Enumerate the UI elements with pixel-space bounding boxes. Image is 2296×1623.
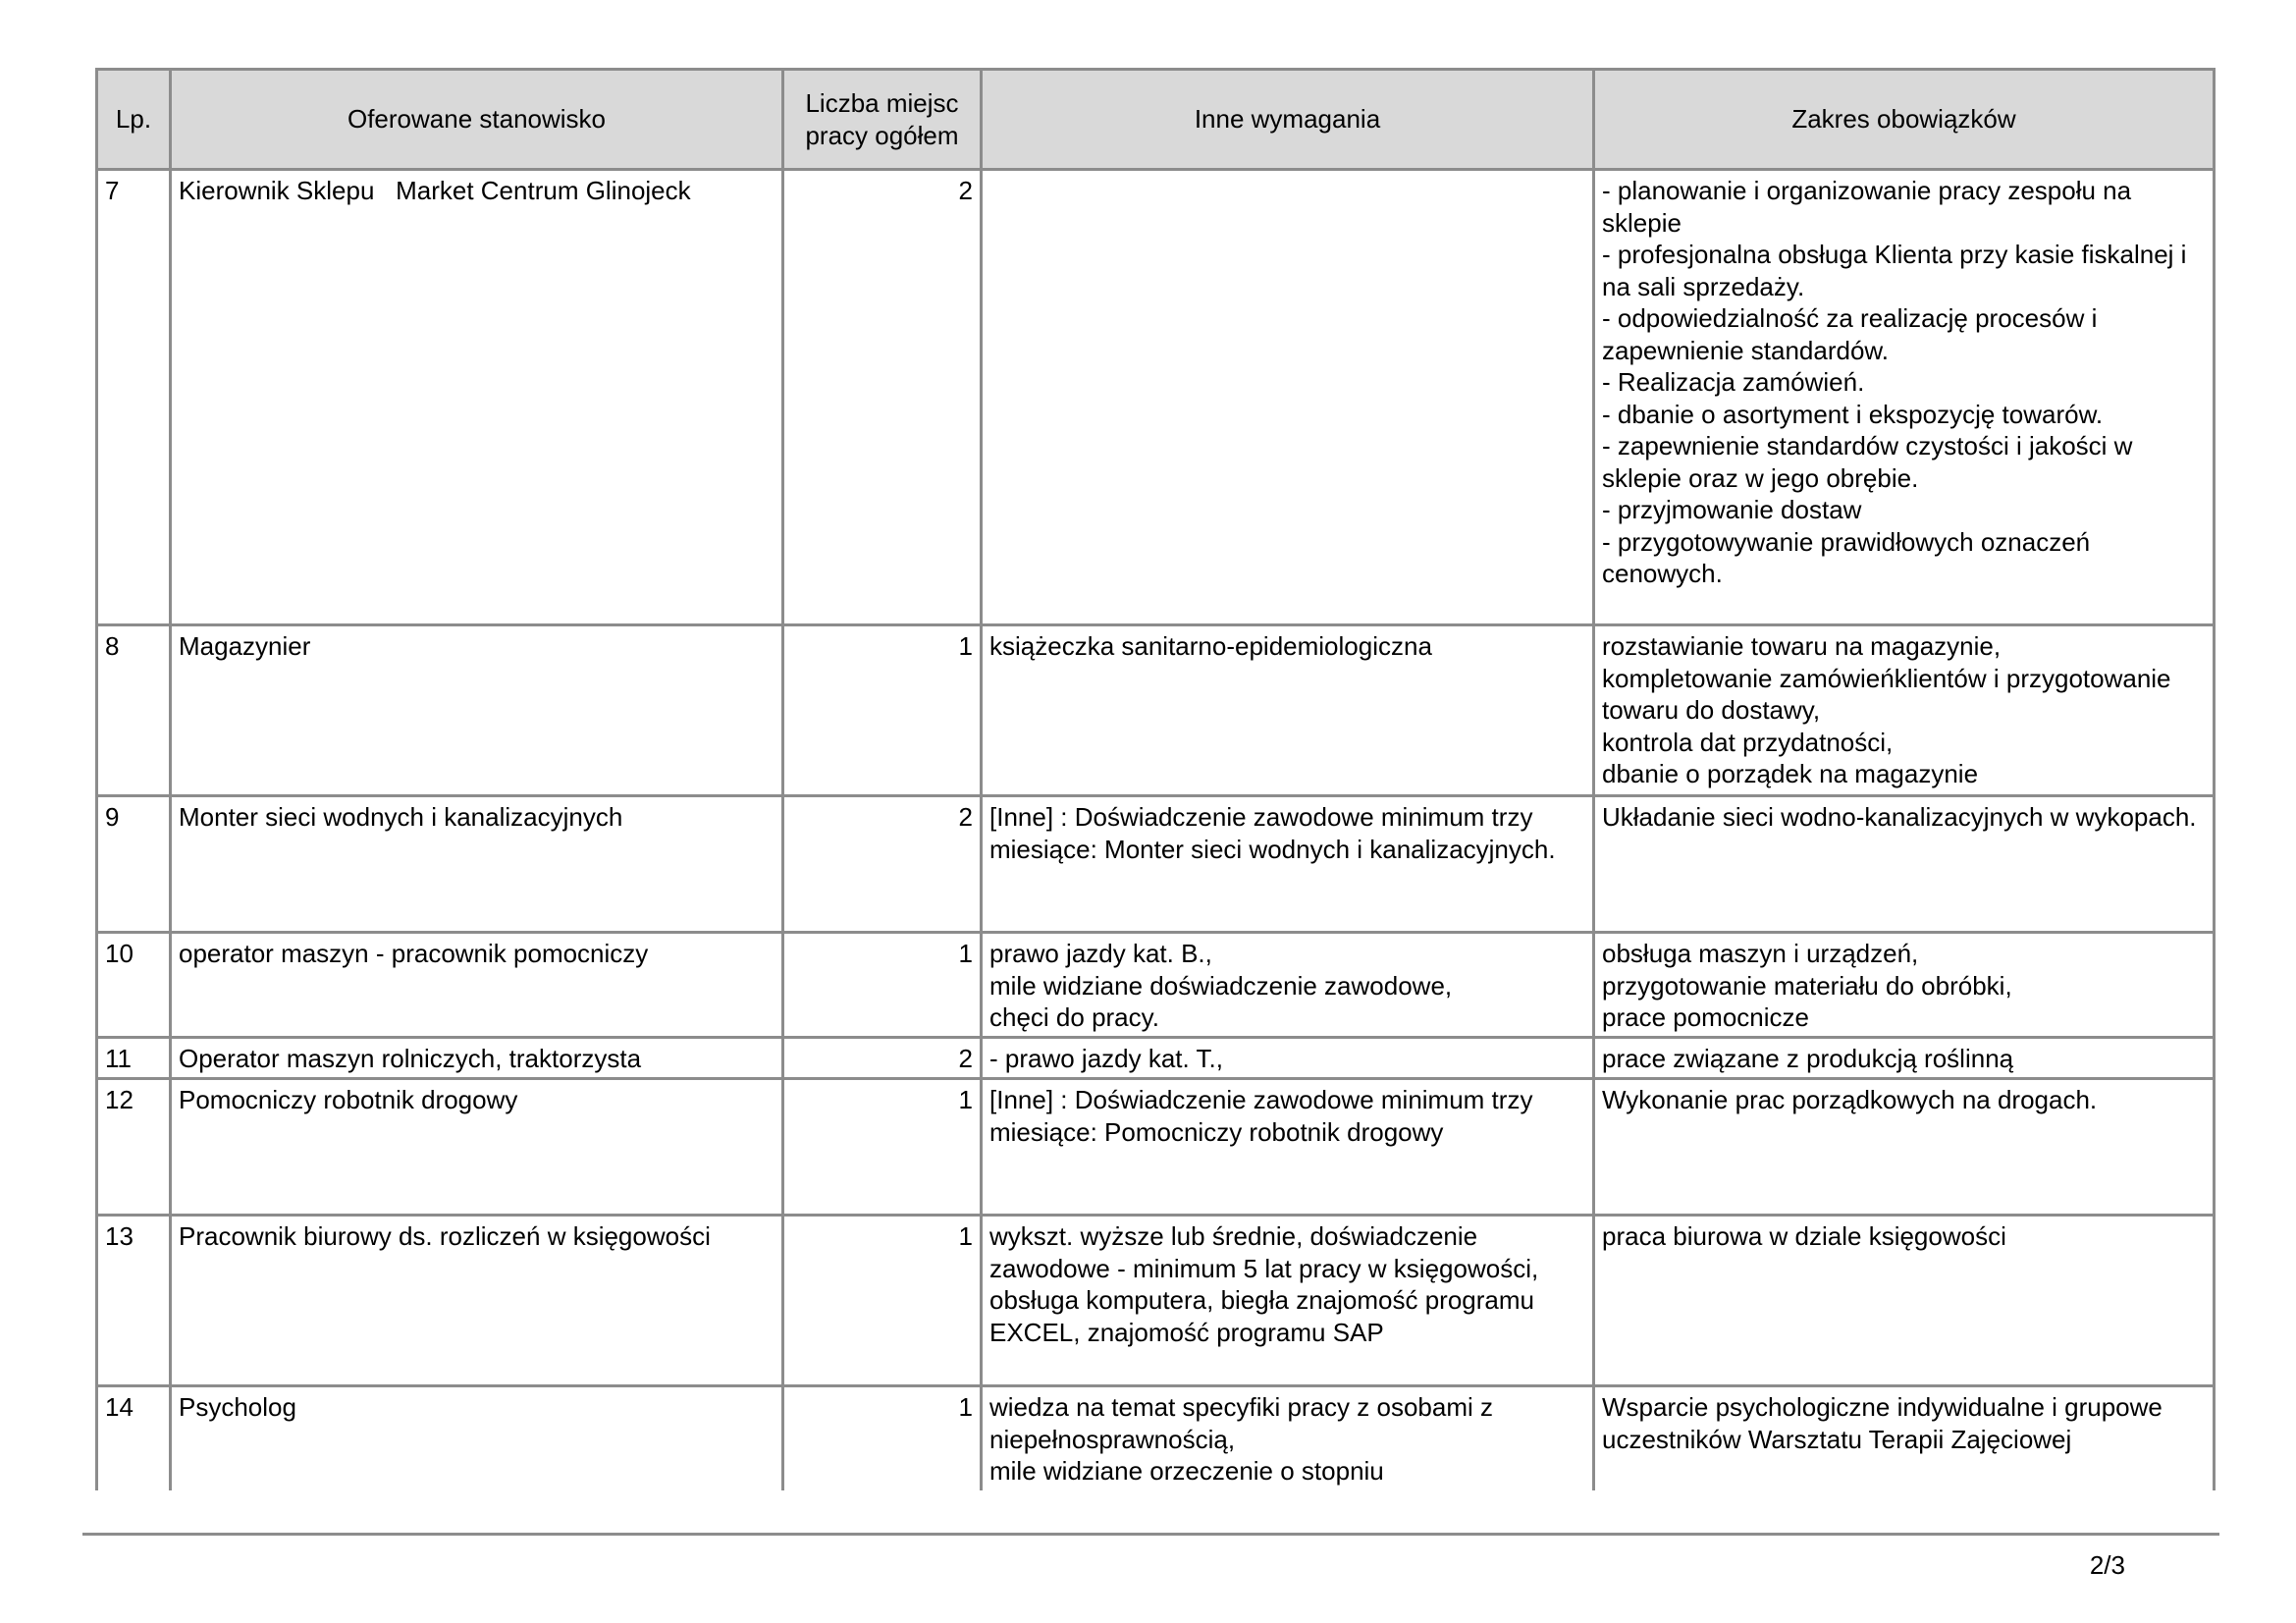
row-duties: prace związane z produkcją roślinną: [1594, 1038, 2215, 1079]
table-row: [97, 1038, 2215, 1079]
row-position: Pomocniczy robotnik drogowy: [171, 1079, 783, 1216]
row-position: Psycholog: [171, 1386, 783, 1490]
row-count: 1: [783, 1386, 982, 1490]
row-lp: 12: [97, 1079, 171, 1216]
row-requirements: prawo jazdy kat. B., mile widziane doświadczenie zawodowe, chęci do pracy.: [982, 933, 1594, 1038]
row-requirements: [Inne] : Doświadczenie zawodowe minimum trzy miesiące: Monter sieci wodnych i kanalizacyjnych.: [982, 796, 1594, 933]
row-position: Kierownik Sklepu Market Centrum Glinojeck: [171, 170, 783, 625]
header-lp: Lp.: [97, 70, 171, 170]
row-count: 1: [783, 625, 982, 796]
row-duties: Układanie sieci wodno-kanalizacyjnych w wykopach.: [1594, 796, 2215, 933]
header-requirements: Inne wymagania: [982, 70, 1594, 170]
job-offers-table: [95, 68, 2216, 1490]
row-count: 2: [783, 1038, 982, 1079]
row-duties: - planowanie i organizowanie pracy zespołu na sklepie - profesjonalna obsługa Klienta przy kasie fiskalnej i na sali sprzedaży. - odpowiedzialność za realizację procesów i zapewnienie standardów. - Realizacja zamówień. - dbanie o asortyment i ekspozycję towarów. - zapewnienie standardów czystości i jakości w sklepie oraz w jego obrębie. - przyjmowanie dostaw - przygotowywanie prawidłowych oznaczeń cenowych.: [1594, 170, 2215, 625]
row-duties: Wykonanie prac porządkowych na drogach.: [1594, 1079, 2215, 1216]
row-requirements: - prawo jazdy kat. T.,: [982, 1038, 1594, 1079]
row-lp: 7: [97, 170, 171, 625]
table-row: [97, 170, 2215, 625]
table-header-row: [97, 70, 2215, 170]
row-duties: praca biurowa w dziale księgowości: [1594, 1216, 2215, 1386]
row-position: Pracownik biurowy ds. rozliczeń w księgowości: [171, 1216, 783, 1386]
row-position: operator maszyn - pracownik pomocniczy: [171, 933, 783, 1038]
header-duties: Zakres obowiązków: [1594, 70, 2215, 170]
table-row: [97, 933, 2215, 1038]
row-count: 2: [783, 796, 982, 933]
row-duties: rozstawianie towaru na magazynie, kompletowanie zamówieńklientów i przygotowanie towaru do dostawy, kontrola dat przydatności, dbanie o porządek na magazynie: [1594, 625, 2215, 796]
row-count: 1: [783, 933, 982, 1038]
row-position: Magazynier: [171, 625, 783, 796]
row-requirements: wykszt. wyższe lub średnie, doświadczenie zawodowe - minimum 5 lat pracy w księgowości, obsługa komputera, biegła znajomość programu EXCEL, znajomość programu SAP: [982, 1216, 1594, 1386]
table-row: [97, 1386, 2215, 1490]
row-lp: 9: [97, 796, 171, 933]
table-row: [97, 1079, 2215, 1216]
row-count: 1: [783, 1216, 982, 1386]
row-lp: 11: [97, 1038, 171, 1079]
row-requirements: książeczka sanitarno-epidemiologiczna: [982, 625, 1594, 796]
header-position: Oferowane stanowisko: [171, 70, 783, 170]
page-number: 2/3: [2089, 1550, 2125, 1580]
row-lp: 14: [97, 1386, 171, 1490]
row-duties: obsługa maszyn i urządzeń, przygotowanie materiału do obróbki, prace pomocnicze: [1594, 933, 2215, 1038]
row-lp: 13: [97, 1216, 171, 1386]
row-position: Monter sieci wodnych i kanalizacyjnych: [171, 796, 783, 933]
row-requirements: wiedza na temat specyfiki pracy z osobami z niepełnosprawnością, mile widziane orzeczenie o stopniu: [982, 1386, 1594, 1490]
table-row: [97, 1216, 2215, 1386]
row-count: 2: [783, 170, 982, 625]
table-row: [97, 625, 2215, 796]
row-requirements: [982, 170, 1594, 625]
row-count: 1: [783, 1079, 982, 1216]
row-position: Operator maszyn rolniczych, traktorzysta: [171, 1038, 783, 1079]
row-requirements: [Inne] : Doświadczenie zawodowe minimum trzy miesiące: Pomocniczy robotnik drogowy: [982, 1079, 1594, 1216]
header-count: Liczba miejsc pracy ogółem: [783, 70, 982, 170]
footer-divider: [82, 1533, 2219, 1536]
row-lp: 8: [97, 625, 171, 796]
row-duties: Wsparcie psychologiczne indywidualne i grupowe uczestników Warsztatu Terapii Zajęciowej: [1594, 1386, 2215, 1490]
table-row: [97, 796, 2215, 933]
row-lp: 10: [97, 933, 171, 1038]
